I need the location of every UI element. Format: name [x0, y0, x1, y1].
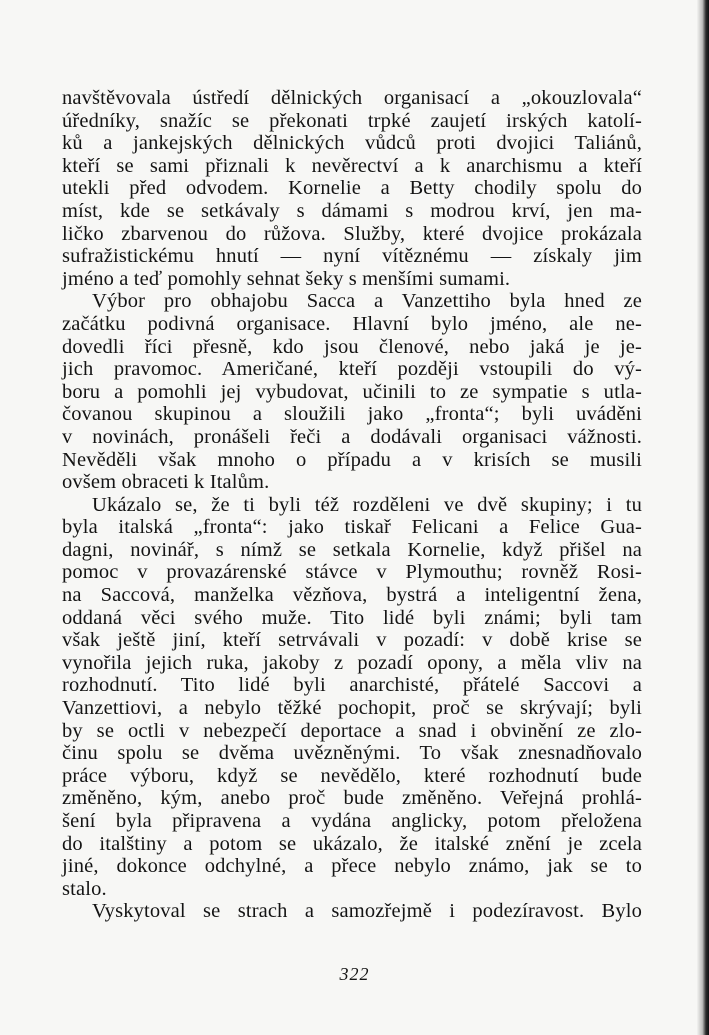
text-line: dagni, novinář, s nímž se setkala Kornelie, když přišel na — [62, 538, 642, 561]
text-line: navštěvovala ústředí dělnických organisací a „okouzlovala“ — [62, 87, 642, 109]
text-line: šení byla připravena a vydána anglicky, potom přeložena — [62, 810, 642, 832]
text-line: stalo. — [62, 877, 107, 900]
text-line: sufražistickému hnutí — nyní vítěznému — získaly jim — [62, 245, 642, 268]
text-line: do italštiny a potom se ukázalo, že italské znění je zcela — [62, 832, 642, 855]
text-line: však ještě jiní, kteří setrvávali v pozadí: v době krise se — [62, 629, 642, 652]
text-line: Nevěděli však mnoho o případu a v krisích se musili — [62, 448, 642, 471]
text-line: boru a pomohli jej vybudovat, učinili to ze sympatie s utla- — [62, 380, 642, 403]
text-line: v novinách, pronášeli řeči a dodávali organisaci vážnosti. — [62, 425, 642, 448]
text-line: jich pravomoc. Američané, kteří později vstoupili do vý- — [62, 358, 642, 381]
text-line: byla italská „fronta“: jako tiskař Felicani a Felice Gua- — [62, 516, 642, 539]
text-line: jméno a teď pomohly sehnat šeky s menšími sumami. — [62, 267, 511, 290]
text-line: Ukázalo se, že ti byli též rozděleni ve dvě skupiny; i tu — [92, 493, 642, 516]
text-line: rozhodnutí. Tito lidé byli anarchisté, přátelé Saccovi a — [62, 674, 642, 697]
text-line: ovšem obraceti k Italům. — [62, 471, 270, 494]
text-line: pomoc v provazárenské stávce v Plymouthu; rovněž Rosi- — [62, 561, 642, 584]
text-line: kteří se sami přiznali k nevěrectví a k anarchismu a kteří — [62, 154, 642, 177]
text-line: začátku podivná organisace. Hlavní bylo jméno, ale ne- — [62, 312, 642, 335]
text-line: úředníky, snažíc se překonati trpké zaujetí irských katolí- — [62, 109, 642, 132]
text-line: Vyskytoval se strach a samozřejmě i podezíravost. Bylo — [92, 900, 642, 923]
text-line: Vanzettiovi, a nebylo těžké pochopit, proč se skrývají; byli — [62, 697, 642, 720]
text-line: ličko zbarvenou do růžova. Služby, které dvojice prokázala — [62, 222, 642, 245]
page-number: 322 — [339, 964, 370, 984]
text-line: ků a jankejských dělnických vůdců proti dvojici Taliánů, — [62, 132, 642, 155]
body-text — [62, 87, 642, 923]
text-line: míst, kde se setkávaly s dámami s modrou krví, jen ma- — [62, 199, 642, 222]
text-line: na Saccová, manželka vězňova, bystrá a inteligentní žena, — [62, 584, 642, 607]
page-edge-shadow — [697, 0, 709, 1035]
text-line: vynořila jejich ruka, jakoby z pozadí opony, a měla vliv na — [62, 651, 642, 674]
text-line: utekli před odvodem. Kornelie a Betty chodily spolu do — [62, 177, 642, 200]
text-line: práce výboru, když se nevědělo, které rozhodnutí bude — [62, 764, 642, 787]
text-line: čovanou skupinou a sloužili jako „fronta“; byli uváděni — [62, 403, 642, 426]
text-line: by se octli v nebezpečí deportace a snad i obvinění ze zlo- — [62, 719, 642, 742]
text-line: oddaná věci svého muže. Tito lidé byli známi; byli tam — [62, 606, 642, 629]
text-line: Výbor pro obhajobu Sacca a Vanzettiho byla hned ze — [92, 290, 642, 313]
text-line: činu spolu se dvěma uvězněnými. To však znesnadňovalo — [62, 742, 642, 765]
text-line: změněno, kým, anebo proč bude změněno. Veřejná prohlá- — [62, 787, 642, 810]
text-line: jiné, dokonce odchylné, a přece nebylo známo, jak se to — [62, 855, 642, 878]
text-line: dovedli říci přesně, kdo jsou členové, nebo jaká je je- — [62, 335, 642, 358]
